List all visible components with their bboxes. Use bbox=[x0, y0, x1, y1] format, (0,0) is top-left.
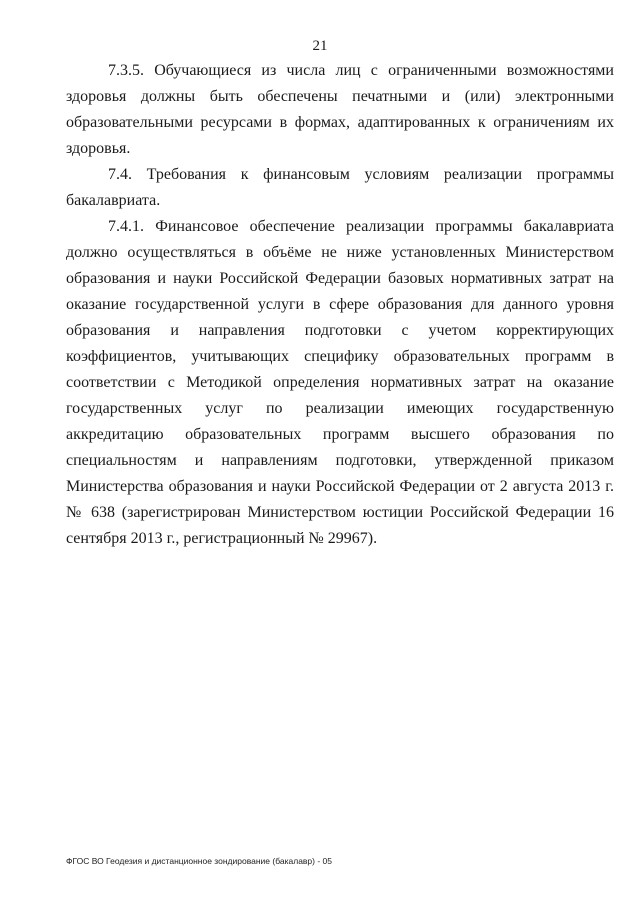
document-footer: ФГОС ВО Геодезия и дистанционное зондирование (бакалавр) - 05 bbox=[66, 856, 333, 866]
paragraph-7-4-1: 7.4.1. Финансовое обеспечение реализации программы бакалавриата должно осуществляться в объёме не ниже установленных Министерством образования и науки Российской Федерации базовых нормативных затрат на оказание государственной услуги в сфере образования для данного уровня образования и направления подготовки с учетом корректирующих коэффициентов, учитывающих специфику образовательных программ в соответствии с Методикой определения нормативных затрат на оказание государственных услуг по реализации имеющих государственную аккредитацию образовательных программ высшего образования по специальностям и направлениям подготовки, утвержденной приказом Министерства образования и науки Российской Федерации от 2 августа 2013 г. № 638 (зарегистрирован Министерством юстиции Российской Федерации 16 сентября 2013 г., регистрационный № 29967). bbox=[66, 218, 614, 547]
paragraph-7-4: 7.4. Требования к финансовым условиям реализации программы бакалавриата. bbox=[66, 166, 614, 209]
paragraph-7-3-5: 7.3.5. Обучающиеся из числа лиц с ограниченными возможностями здоровья должны быть обеспечены печатными и (или) электронными образовательными ресурсами в формах, адаптированных к ограничениям их здоровья. bbox=[66, 62, 614, 157]
page-number: 21 bbox=[312, 38, 328, 54]
document-body bbox=[66, 58, 614, 552]
